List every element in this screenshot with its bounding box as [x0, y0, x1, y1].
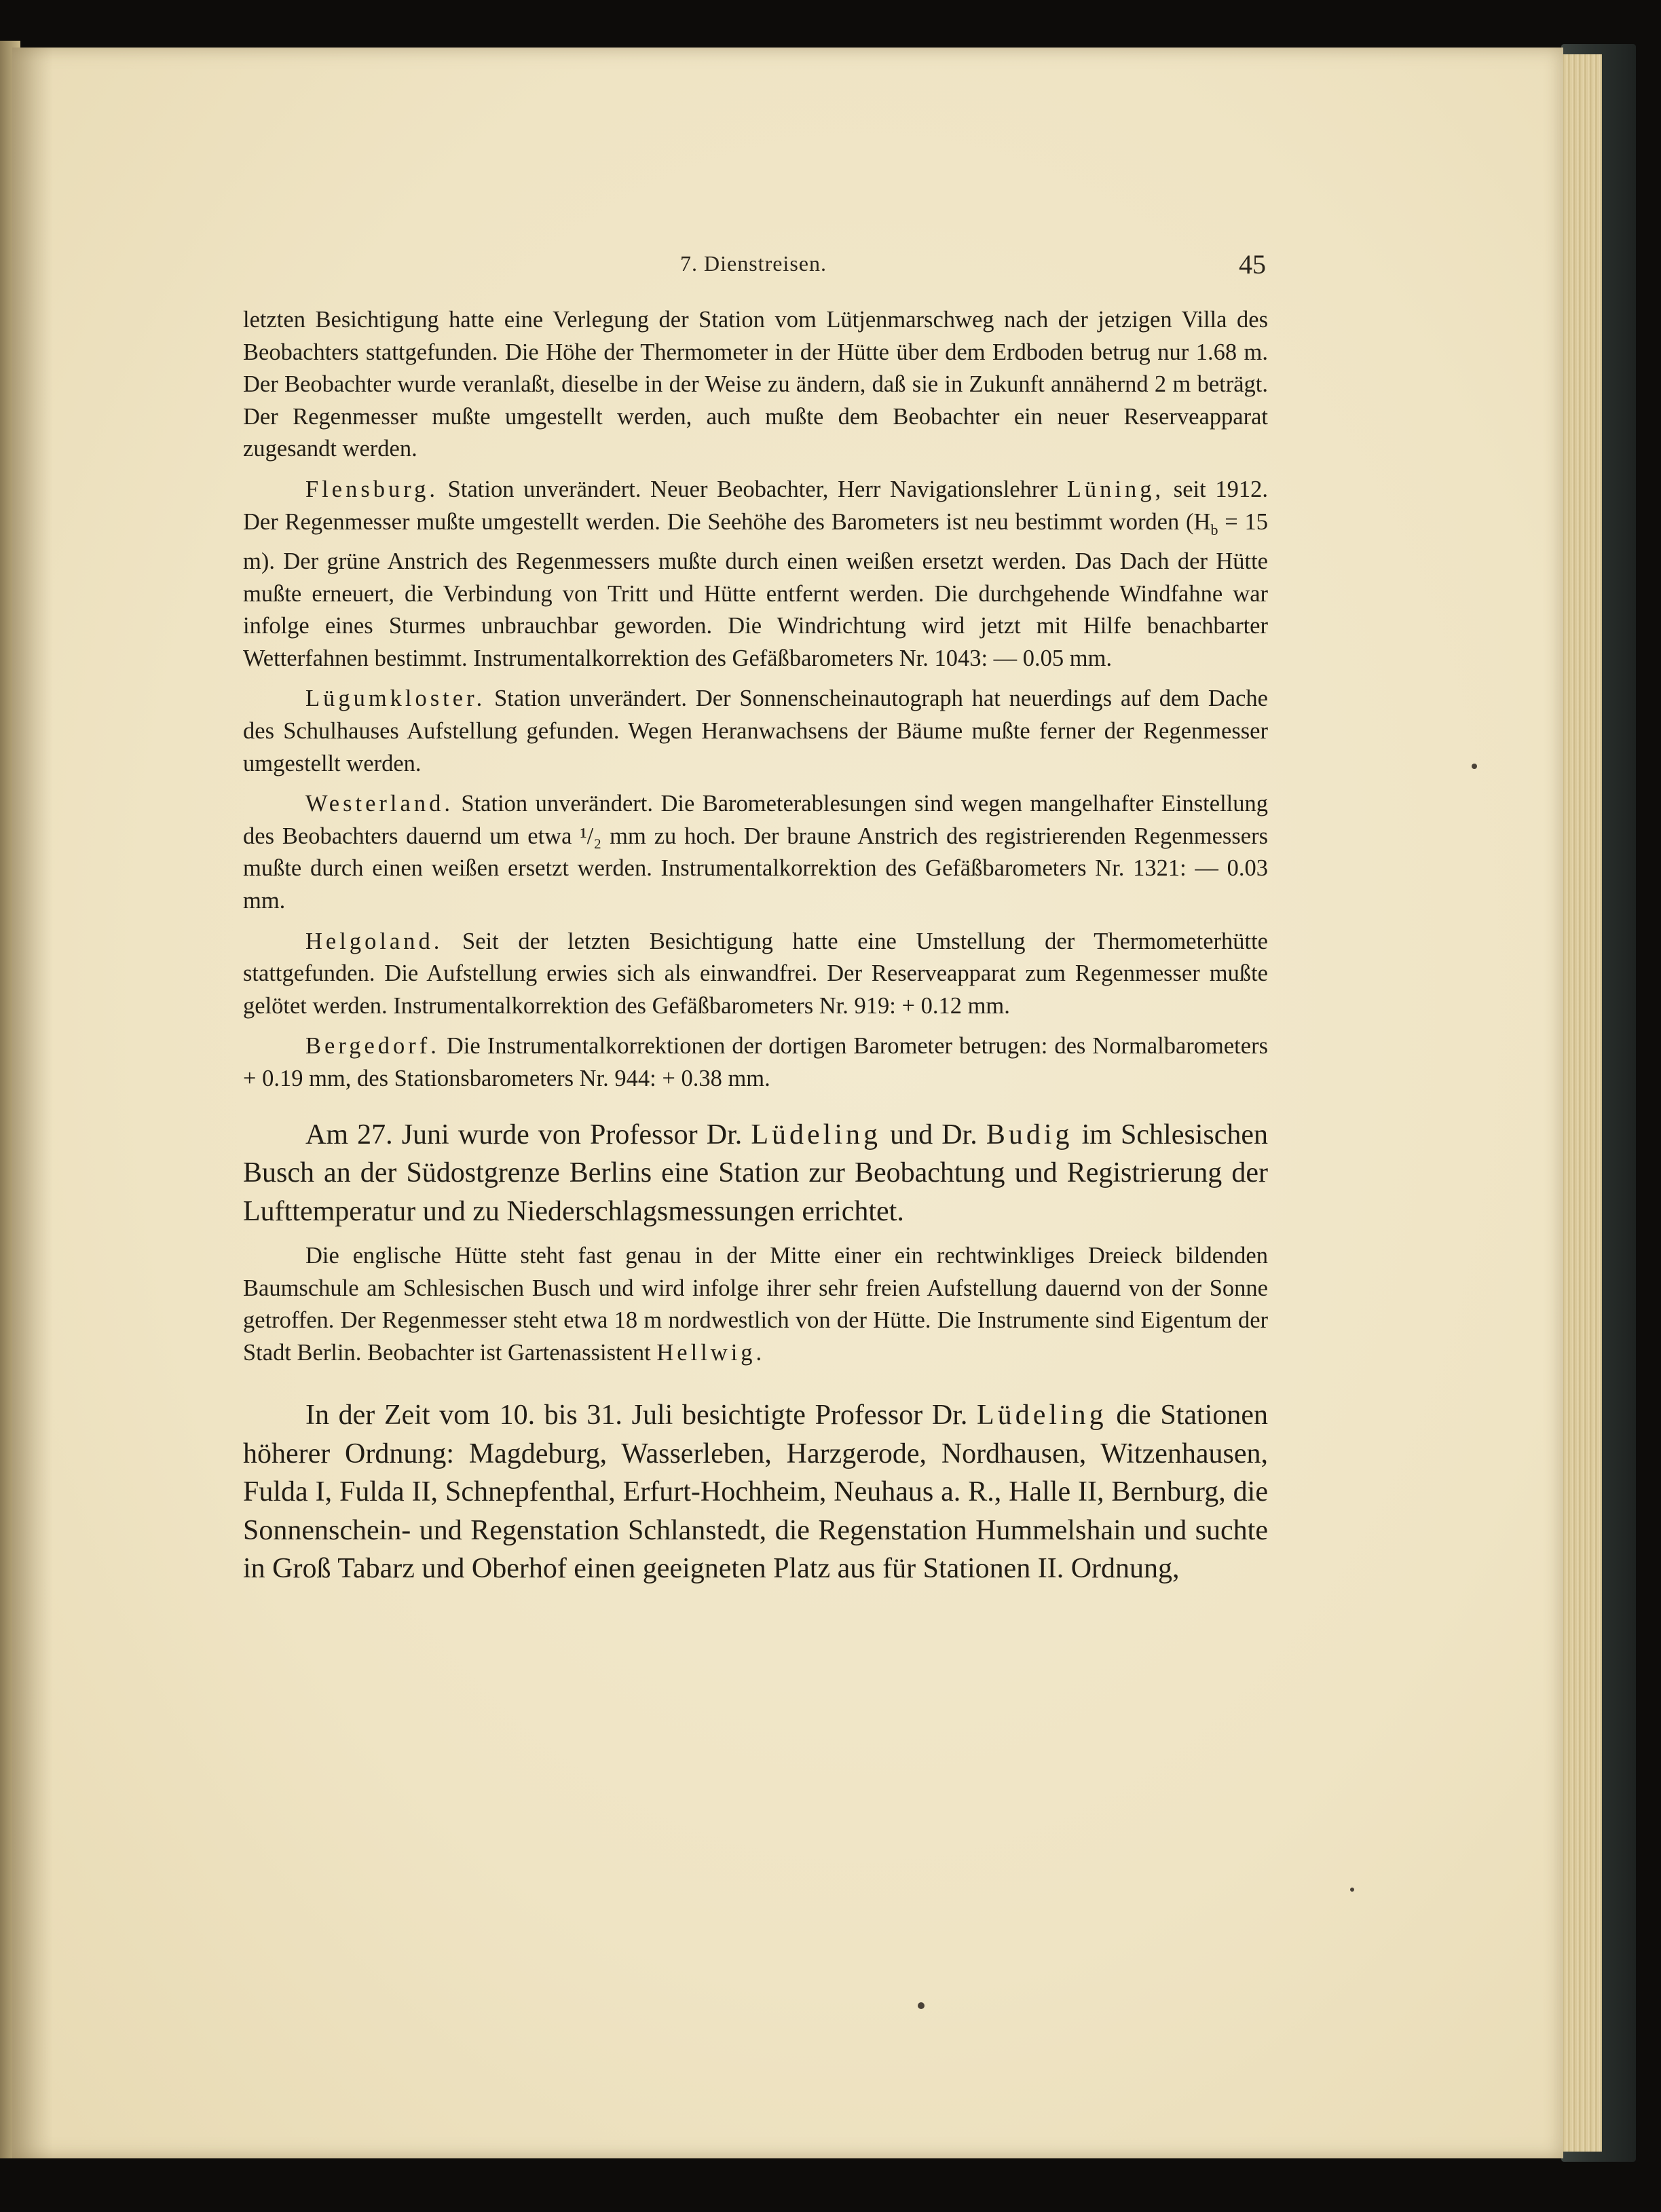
page-gutter-shadow: [12, 48, 53, 2158]
flensburg-text-a: Station unverändert. Neuer Beobachter, Herr Navigationslehrer: [438, 476, 1067, 502]
page-header: [241, 248, 1266, 282]
luegumkloster-text: Station unverändert. Der Sonnenscheinautograph hat neuerdings auf dem Dache des Schulhauses Aufstellung gefunden. Wegen Heranwachsens der Bäume mußte ferner der Regenmesser umgestellt werden.: [243, 686, 1268, 776]
huette-text-b: .: [755, 1339, 762, 1366]
paragraph-westerland: [243, 788, 1268, 917]
ink-speck: [1350, 1888, 1354, 1892]
person-luedeling: Lüdeling: [751, 1119, 881, 1150]
station-name-flensburg: Flensburg.: [305, 476, 439, 502]
page-number: 45: [1239, 249, 1266, 280]
paragraph-luegumkloster: [243, 683, 1268, 780]
paragraph-flensburg: [243, 474, 1268, 675]
person-hellwig: Hellwig: [656, 1339, 756, 1366]
paragraph-continuation: letzten Besichtigung hatte eine Verlegung der Station vom Lütjenmarschweg nach der jetzigen Villa des Beobachters stattgefunden. Die Höhe der Thermometer in der Hütte über dem Erdboden betrug nur 1.68 m. Der Beobachter wurde veranlaßt, dieselbe in der Weise zu ändern, daß sie in Zukunft annähernd 2 m beträgt. Der Regenmesser mußte umgestellt werden, auch mußte dem Beobachter ein neuer Reserveapparat zugesandt werden.: [243, 307, 1268, 462]
helgoland-text: Seit der letzten Besichtigung hatte eine Umstellung der Thermometerhütte stattgefunden. Die Aufstellung erwies sich als einwandfrei. Der Reserveapparat zum Regenmesser mußte gelötet werden. Instrumentalkorrektion des Gefäßbarometers Nr. 919: + 0.12 mm.: [243, 928, 1268, 1019]
person-budig: Budig: [986, 1119, 1073, 1150]
paragraph-bergedorf: [243, 1030, 1268, 1095]
running-head: 7. Dienstreisen.: [680, 251, 827, 276]
westerland-text-a: Station unverändert. Die Barometerablesungen sind wegen mangelhafter Einstellung des Beobachters dauernd um etwa: [243, 791, 1268, 849]
paragraph-helgoland: [243, 926, 1268, 1023]
june-text-a: Am 27. Juni wurde von Professor Dr.: [305, 1119, 751, 1150]
paragraph-june-station: [243, 1116, 1268, 1231]
station-name-helgoland: Helgoland.: [305, 928, 443, 954]
person-luedeling-2: Lüdeling: [977, 1400, 1107, 1431]
ink-speck: [1472, 764, 1477, 769]
observer-name-luening: Lüning,: [1066, 476, 1165, 502]
paragraph-english-hut: [243, 1240, 1268, 1369]
subscript-b: b: [1210, 521, 1218, 538]
station-name-bergedorf: Bergedorf.: [305, 1033, 440, 1060]
bergedorf-text: Die Instrumentalkorrektionen der dortigen Barometer betrugen: des Normalbarometers + 0.19 mm, des Stationsbarometers Nr. 944: + 0.38 mm.: [243, 1033, 1268, 1091]
flensburg-text-b: seit 1912. Der Regenmesser mußte umgestellt werden. Die Seehöhe des Barometers ist neu bestimmt worden (H: [243, 476, 1268, 535]
flensburg-text-c: = 15 m). Der grüne Anstrich des Regenmessers mußte durch einen weißen ersetzt werden. Das Dach der Hütte mußte erneuert, die Verbindung von Tritt und Hütte entfernt werden. Die durchgehende Windfahne war infolge eines Sturmes unbrauchbar geworden. Die Windrichtung wird jetzt mit Hilfe benachbarter Wetterfahnen bestimmt. Instrumentalkorrektion des Gefäßbarometers Nr. 1043: — 0.05 mm.: [243, 508, 1268, 671]
ink-speck: [918, 2002, 925, 2009]
july-text-a: In der Zeit vom 10. bis 31. Juli besichtigte Professor Dr.: [305, 1400, 977, 1431]
station-name-westerland: Westerland.: [305, 791, 453, 817]
station-name-luegumkloster: Lügumkloster.: [305, 686, 486, 712]
westerland-text-b: mm zu hoch. Der braune Anstrich des registrierenden Regenmessers mußte durch einen weißen ersetzt werden. Instrumentalkorrektion des Gefäßbarometers Nr. 1321: — 0.03 mm.: [243, 823, 1268, 914]
june-text-b: und Dr.: [881, 1119, 986, 1150]
huette-text-a: Die englische Hütte steht fast genau in der Mitte einer ein rechtwinkliges Dreieck bildenden Baumschule am Schlesischen Busch und wird infolge ihrer sehr freien Aufstellung dauernd von der Sonne getroffen. Der Regenmesser steht etwa 18 m nordwestlich von der Hütte. Die Instrumente sind Eigentum der Stadt Berlin. Beobachter ist Gartenassistent: [243, 1243, 1268, 1366]
main-text-block: [243, 304, 1268, 1588]
fraction-half: ¹/₂: [580, 823, 602, 849]
july-text-b: die Stationen höherer Ordnung: Magdeburg, Wasserleben, Harzgerode, Nordhausen, Witzenhausen, Fulda I, Fulda II, Schnepfenthal, Erfurt-Hochheim, Neuhaus a. R., Halle II, Bernburg, die Sonnenschein- und Regenstation Schlanstedt, die Regenstation Hummelshain und suchte in Groß Tabarz und Oberhof einen geeigneten Platz aus für Stationen II. Ordnung,: [243, 1400, 1268, 1585]
june-text-c: im Schlesischen Busch an der Südostgrenze Berlins eine Station zur Beobachtung und Registrierung der Lufttemperatur und zu Niederschlagsmessungen errichtet.: [243, 1119, 1268, 1227]
paragraph-july-inspection: [243, 1396, 1268, 1588]
